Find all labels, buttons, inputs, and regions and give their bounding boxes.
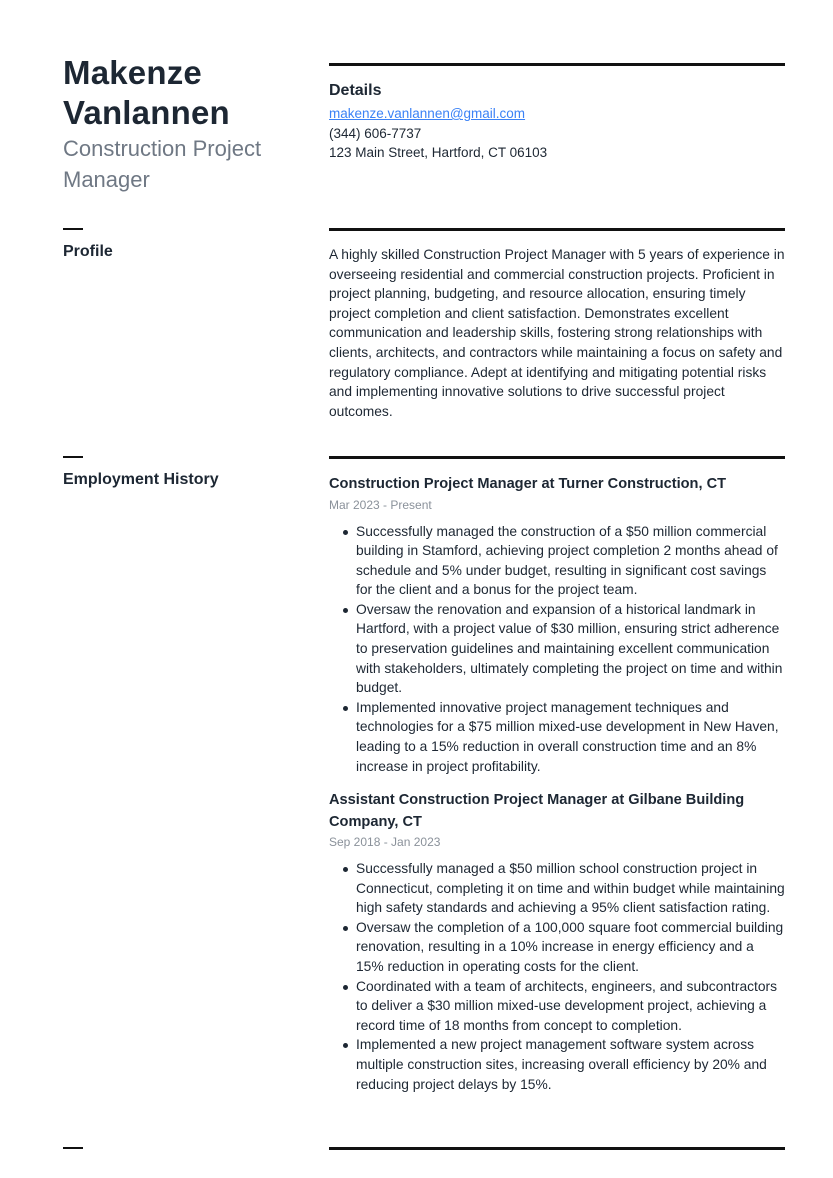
job-title-line-2: Manager: [63, 167, 150, 192]
details-section: [329, 81, 785, 163]
job-bullet: Successfully managed the construction of a $50 million commercial building in Stamford, achieving project completion 2 months ahead of schedule and 5% under budget, resulting in significant cost savings for the client and a bonus for the project team.: [356, 522, 785, 600]
next-section-divider: [329, 1147, 785, 1150]
job-entry: [329, 474, 785, 776]
last-name: Vanlannen: [63, 94, 230, 131]
job-bullets: [329, 522, 785, 777]
job-dates: Mar 2023 - Present: [329, 497, 432, 512]
candidate-name: [63, 53, 303, 133]
job-bullet: Coordinated with a team of architects, engineers, and subcontractors to deliver a $30 million mixed-use development project, achieving a record time of 18 months from concept to completion.: [356, 977, 785, 1036]
details-heading: Details: [329, 82, 382, 99]
details-divider: [329, 63, 785, 66]
profile-divider: [329, 228, 785, 231]
phone-number: (344) 606-7737: [329, 125, 422, 141]
email-link[interactable]: makenze.vanlannen@gmail.com: [329, 106, 526, 121]
job-title: Construction Project Manager at Turner Construction, CT: [329, 476, 727, 492]
employment-divider: [329, 456, 785, 459]
job-bullet: Oversaw the completion of a 100,000 square foot commercial building renovation, resulting in a 10% increase in energy efficiency and a 15% reduction in operating costs for the client.: [356, 918, 785, 977]
next-section-dash: [63, 1147, 83, 1149]
job-title: Assistant Construction Project Manager at Gilbane Building Company, CT: [329, 792, 745, 830]
job-entry: [329, 790, 785, 1094]
first-name: Makenze: [63, 54, 202, 91]
address: 123 Main Street, Hartford, CT 06103: [329, 145, 548, 161]
profile-label: Profile: [63, 243, 113, 260]
job-bullet: Successfully managed a $50 million school construction project in Connecticut, completing it on time and within budget while maintaining high safety standards and achieving a 95% client satisfaction rating.: [356, 859, 785, 918]
job-dates: Sep 2018 - Jan 2023: [329, 835, 441, 849]
candidate-job-title: [63, 133, 303, 195]
job-bullet: Implemented a new project management software system across multiple construction sites, increasing overall efficiency by 20% and reducing project delays by 15%.: [356, 1035, 785, 1094]
employment-dash: [63, 456, 83, 458]
profile-dash: [63, 228, 83, 230]
profile-text: A highly skilled Construction Project Manager with 5 years of experience in overseeing residential and commercial construction projects. Proficient in project planning, budgeting, and resource allocation, ensuring timely project completion and client satisfaction. Demonstrates excellent communication and leadership skills, fostering strong relationships with clients, architects, and contractors while maintaining a focus on safety and regulatory compliance. Adept at identifying and mitigating potential risks and implementing innovative solutions to drive successful project outcomes.: [329, 247, 785, 419]
job-title-line-1: Construction Project: [63, 136, 262, 161]
job-bullet: Implemented innovative project management techniques and technologies for a $75 million mixed-use development in New Haven, leading to a 15% reduction in overall construction time and an 8% increase in project profitability.: [356, 698, 785, 776]
job-bullets: [329, 859, 785, 1094]
employment-label: Employment History: [63, 471, 219, 488]
job-bullet: Oversaw the renovation and expansion of a historical landmark in Hartford, with a project value of $30 million, ensuring strict adherence to preservation guidelines and maintaining excellent communication with stakeholders, ultimately completing the project on time and within budget.: [356, 600, 785, 698]
